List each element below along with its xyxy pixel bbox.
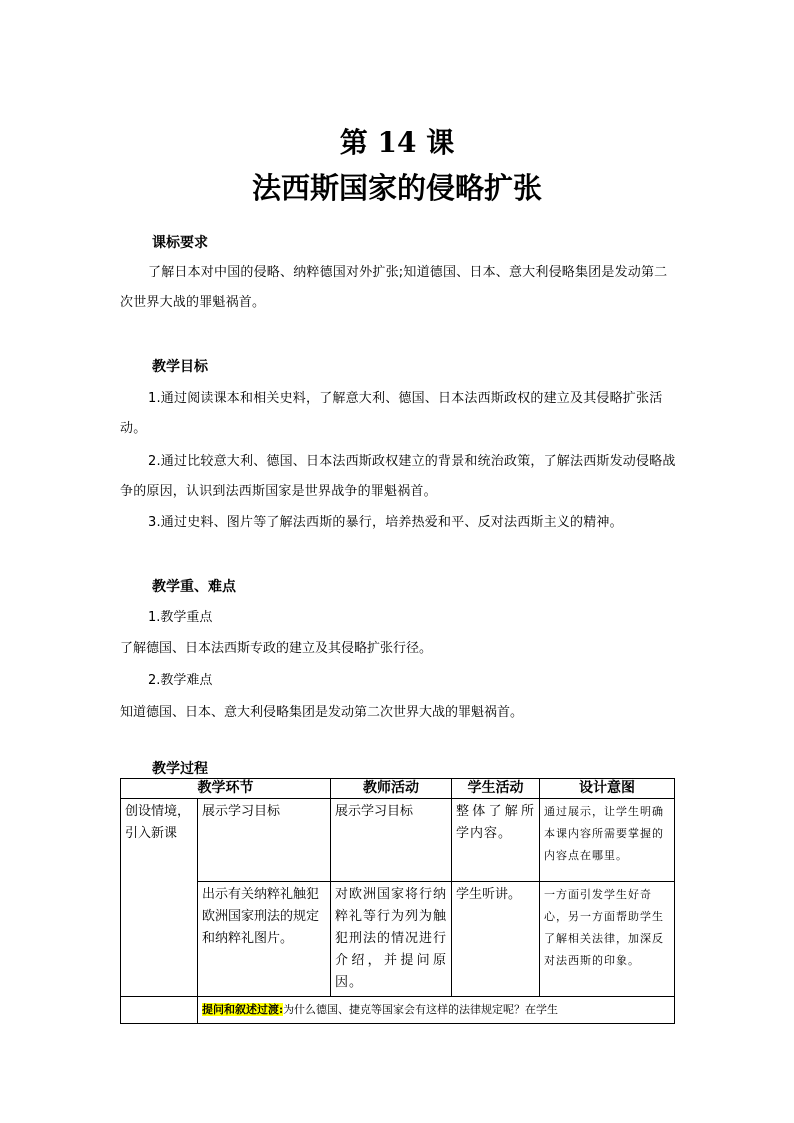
- teacher-cell: 展示学习目标: [331, 799, 452, 882]
- intent-cell: 一方面引发学生好奇心，另一方面帮助学生了解相关法律，加深反对法西斯的印象。: [540, 882, 675, 997]
- table-header-row: [121, 779, 675, 799]
- key-point-text: 了解德国、日本法西斯专政的建立及其侵略扩张行径。: [120, 641, 433, 656]
- content-cell: 展示学习目标: [198, 799, 331, 882]
- teacher-cell: 对欧洲国家将行纳粹礼等行为列为触犯刑法的情况进行介绍，并提问原因。: [331, 882, 452, 997]
- table-row: [121, 882, 675, 997]
- standards-heading: 课标要求: [152, 235, 208, 251]
- intent-cell: 通过展示，让学生明确本课内容所需要掌握的内容点在哪里。: [540, 799, 675, 882]
- objective-item-3: 3.通过史料、图片等了解法西斯的暴行，培养热爱和平、反对法西斯主义的精神。: [148, 515, 623, 530]
- objectives-heading: 教学目标: [152, 359, 208, 375]
- transition-text: 为什么德国、捷克等国家会有这样的法律规定呢？在学生: [283, 1003, 559, 1016]
- key-point-label: 1.教学重点: [148, 610, 213, 625]
- student-cell: 整体了解所学内容。: [452, 799, 540, 882]
- column-header: 教师活动: [331, 779, 452, 799]
- stage-cell: 创设情境，引入新课: [121, 799, 198, 997]
- transition-cell: [198, 997, 675, 1024]
- difficulty-text: 知道德国、日本、意大利侵略集团是发动第二次世界大战的罪魁祸首。: [120, 705, 524, 720]
- process-heading: 教学过程: [152, 761, 208, 777]
- keypoints-heading: 教学重、难点: [152, 579, 236, 595]
- table-row: [121, 997, 675, 1024]
- student-cell: 学生听讲。: [452, 882, 540, 997]
- transition-highlight: 提问和叙述过渡:: [202, 1003, 284, 1016]
- lesson-number: 第 14 课: [339, 126, 455, 159]
- standards-text: 了解日本对中国的侵略、纳粹德国对外扩张;知道德国、日本、意大利侵略集团是发动第二次世界大战的罪魁祸首。: [120, 265, 668, 310]
- objective-item-1: 1.通过阅读课本和相关史料，了解意大利、德国、日本法西斯政权的建立及其侵略扩张活动。: [120, 391, 663, 436]
- difficulty-label: 2.教学难点: [148, 673, 213, 688]
- content-cell: 出示有关纳粹礼触犯欧洲国家刑法的规定和纳粹礼图片。: [198, 882, 331, 997]
- column-header: 设计意图: [540, 779, 675, 799]
- teaching-process-table: [120, 778, 675, 1024]
- lesson-title: 法西斯国家的侵略扩张: [251, 171, 542, 205]
- table-row: [121, 799, 675, 882]
- stage-cell-empty: [121, 997, 198, 1024]
- objective-item-2: 2.通过比较意大利、德国、日本法西斯政权建立的背景和统治政策，了解法西斯发动侵略战争的原因，认识到法西斯国家是世界战争的罪魁祸首。: [120, 454, 676, 499]
- column-header: 教学环节: [121, 779, 331, 799]
- column-header: 学生活动: [452, 779, 540, 799]
